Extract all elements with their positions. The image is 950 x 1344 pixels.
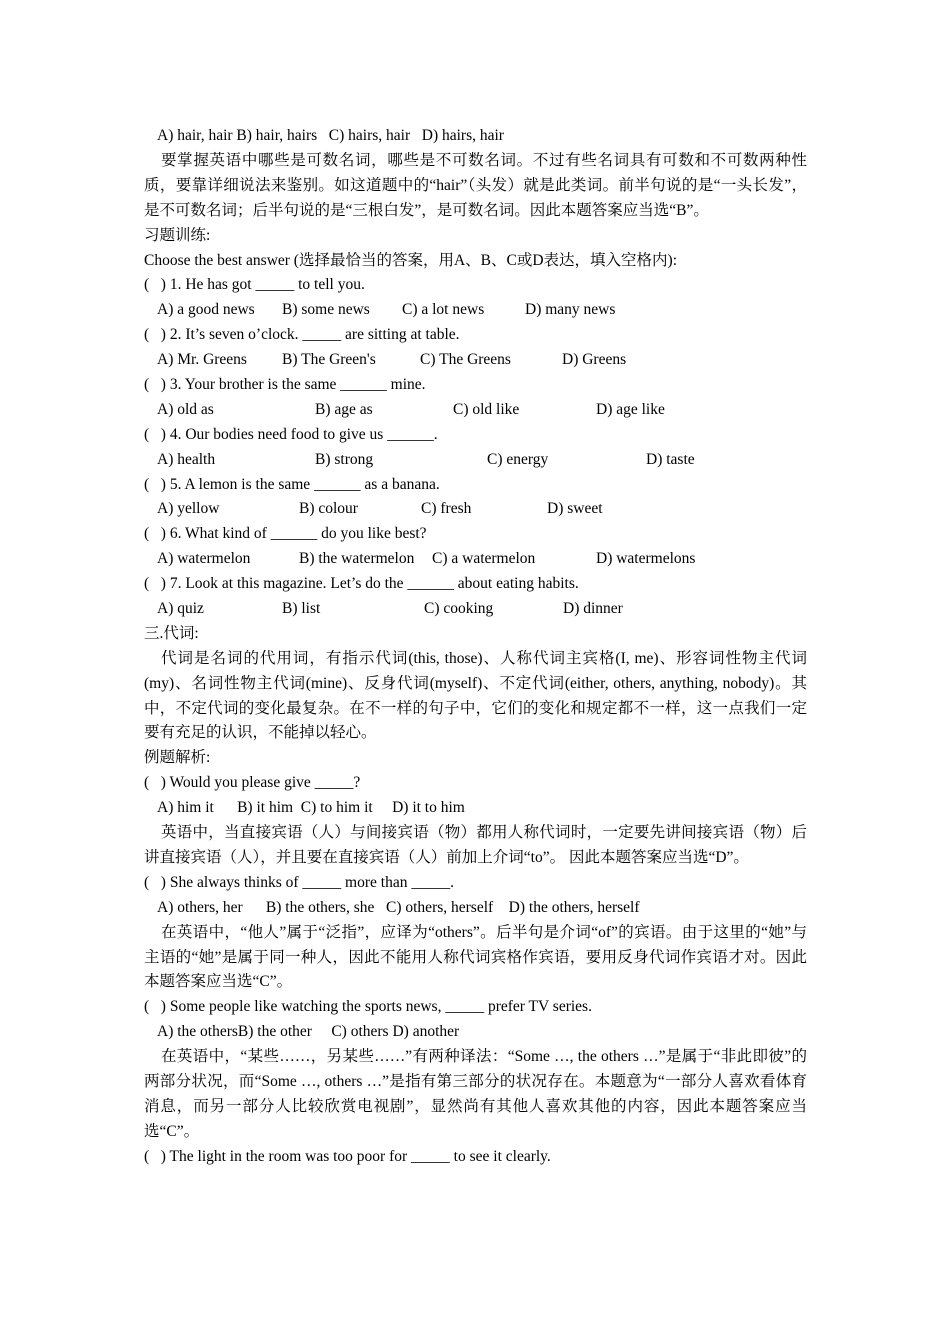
exercise-heading: 习题训练: [144,226,211,244]
option-b: B) age as [315,400,373,418]
example-explanation: 英语中，当直接宾语（人）与间接宾语（物）都用人称代词时，一定要先讲间接宾语（物）后讲直接宾语（人），并且要在直接宾语（人）前加上介词“to”。 因此本题答案应当选“D”。 [144,824,807,866]
option-a: A) watermelon [157,550,251,568]
example-options: A) him it B) it him C) to him it D) it to him [157,799,465,817]
option-c: C) The Greens [420,351,511,369]
option-a: A) old as [157,400,214,418]
section-intro: 代词是名词的代用词，有指示代词(this, those)、人称代词主宾格(I, me)、形容词性物主代词(my)、名词性物主代词(mine)、反身代词(myself)、不定代词(either, others, anything, nobody)。其中，不定代词的变化最复杂。在不一样的句子中，它们的变化和规定都不一样，这一点我们一定要有充足的认识，不能掉以轻心。 [144,649,808,742]
instruction: Choose the best answer (选择最恰当的答案，用A、B、C或D表达，填入空格内): [144,251,677,269]
question-stem: ( ) 4. Our bodies need food to give us ______. [144,425,438,443]
question-options [144,448,807,473]
option-a: A) quiz [157,599,204,617]
option-c: C) old like [453,400,520,418]
option-c: C) energy [487,450,549,468]
question-options [144,597,807,622]
question-stem: ( ) 2. It’s seven o’clock. _____ are sitting at table. [144,326,460,344]
question-stem: ( ) 3. Your brother is the same ______ mine. [144,375,426,393]
intro-explanation: 要掌握英语中哪些是可数名词，哪些是不可数名词。不过有些名词具有可数和不可数两种性质，要靠详细说法来鉴别。如这道题中的“hair”（头发）就是此类词。前半句说的是“一头长发”，是不可数名词；后半句说的是“三根白发”，是可数名词。因此本题答案应当选“B”。 [144,151,807,219]
examples-heading: 例题解析: [144,749,211,767]
option-b: B) the watermelon [299,550,415,568]
intro-options: A) hair, hair B) hair, hairs C) hairs, hair D) hairs, hair [157,127,504,144]
option-d: D) dinner [563,599,623,617]
option-a: A) Mr. Greens [157,351,247,369]
option-d: D) age like [596,400,665,418]
question-options [144,398,807,423]
option-b: B) some news [282,301,370,319]
example-stem: ( ) Some people like watching the sports news, _____ prefer TV series. [144,998,592,1016]
question-options [144,298,807,323]
section-heading: 三.代词: [144,624,199,642]
example-stem: ( ) She always thinks of _____ more than _____. [144,873,454,891]
example-list [144,771,807,1145]
last-question: ( ) The light in the room was too poor for _____ to see it clearly. [144,1147,551,1165]
question-options [144,547,807,572]
document-page [144,124,807,1170]
question-options [144,497,807,522]
option-a: A) yellow [157,500,220,518]
option-a: A) a good news [157,301,255,319]
question-options [144,348,807,373]
example-explanation: 在英语中，“某些……，另某些……”有两种译法：“Some …, the others …”是属于“非此即彼”的两部分状况，而“Some …, others …”是指有第三部分的状况存在。本题意为“一部分人喜欢看体育消息，而另一部分人比较欣赏电视剧”，显然尚有其他人喜欢其他的内容，因此本题答案应当选“C”。 [144,1048,807,1140]
option-b: B) list [282,599,321,617]
question-stem: ( ) 1. He has got _____ to tell you. [144,276,365,294]
option-c: C) a watermelon [432,550,536,568]
option-b: B) The Green's [282,351,376,369]
option-d: D) watermelons [596,550,696,568]
question-stem: ( ) 7. Look at this magazine. Let’s do the ______ about eating habits. [144,575,579,593]
option-b: B) strong [315,450,374,468]
option-c: C) cooking [424,599,494,617]
example-explanation: 在英语中，“他人”属于“泛指”，应译为“others”。后半句是介词“of”的宾语。由于这里的“她”与主语的“她”是属于同一种人，因此不能用人称代词宾格作宾语，要用反身代词作宾语才对。因此本题答案应当选“C”。 [144,923,807,991]
option-b: B) colour [299,500,358,518]
question-list [144,273,807,621]
example-options: A) others, her B) the others, she C) others, herself D) the others, herself [157,898,640,916]
option-d: D) sweet [547,500,603,518]
option-d: D) Greens [562,351,627,369]
option-c: C) fresh [421,500,472,518]
option-a: A) health [157,450,216,468]
example-options: A) the othersB) the other C) others D) another [157,1023,460,1041]
example-stem: ( ) Would you please give _____? [144,774,361,792]
option-d: D) many news [525,301,616,319]
question-stem: ( ) 6. What kind of ______ do you like best? [144,525,427,543]
option-c: C) a lot news [402,301,485,319]
question-stem: ( ) 5. A lemon is the same ______ as a banana. [144,475,440,493]
option-d: D) taste [646,450,695,468]
